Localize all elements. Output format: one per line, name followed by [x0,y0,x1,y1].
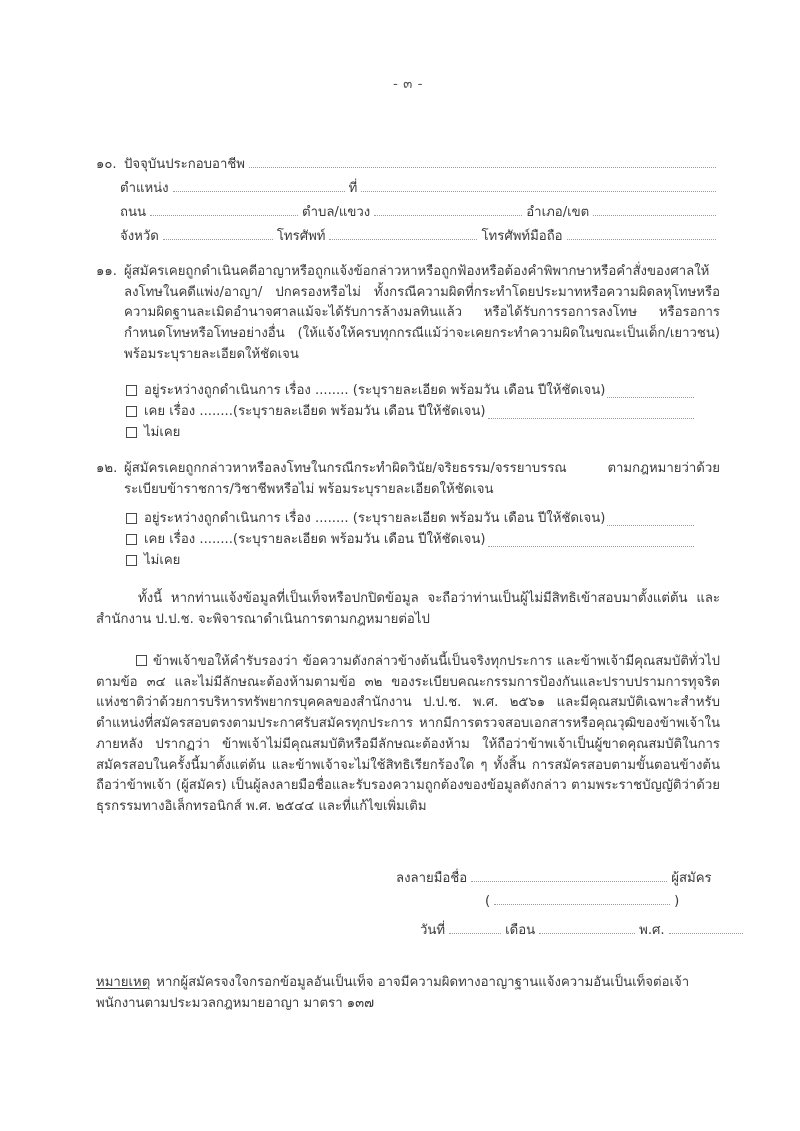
signer-role-label: ผู้สมัคร [671,871,712,886]
declaration-block [96,652,720,818]
road-label: ถนน [120,205,147,220]
subdistrict-label: ตำบล/แขวง [302,205,371,220]
checkbox-icon[interactable] [126,406,137,417]
item-11-option-pending-label: อยู่ระหว่างถูกดำเนินการ เรื่อง ........ (ระบุรายละเอียด พร้อมวัน เดือน ปีให้ชัดเจน) [144,383,606,398]
signature-label: ลงลายมือชื่อ [396,871,468,886]
item-12-option-never-label: ไม่เคย [144,553,181,568]
item-12-option-pending-input-line[interactable] [607,513,694,526]
road-input-line[interactable] [150,204,298,216]
district-input-line[interactable] [593,204,716,216]
item-10-number: ๑๐. [96,157,117,172]
item-12-body: ผู้สมัครเคยถูกกล่าวหาหรือลงโทษในกรณีกระทำผิดวินัย/จริยธรรม/จรรยาบรรณ ตามกฎหมายว่าด้วยระเบียบข้าราชการ/วิชาชีพหรือไม่ พร้อมระบุรายละเอียดให้ชัดเจน [124,461,720,497]
item-12-number: ๑๒. [96,461,118,476]
phone-label: โทรศัพท์ [276,229,326,244]
at-label: ที่ [348,181,358,196]
item-10-position-row [96,179,720,200]
declaration-text: ข้าพเจ้าขอให้คำรับรองว่า ข้อความดังกล่าวข้างต้นนี้เป็นจริงทุกประการ และข้าพเจ้ามีคุณสมบัติทั่วไปตามข้อ ๓๔ และไม่มีลักษณะต้องห้ามตามข้อ ๓๒ ของระเบียบคณะกรรมการป้องกันและปราบปรามการทุจริตแห่งชาติว่าด้วยการบริหารทรัพยากรบุคคลของสำนักงาน ป.ป.ช. พ.ศ. ๒๕๖๑ และมีคุณสมบัติเฉพาะสำหรับตำแหน่งที่สมัครสอบตรงตามประกาศรับสมัครทุกประการ หากมีการตรวจสอบเอกสารหรือคุณวุฒิของข้าพเจ้าในภายหลัง ปรากฏว่า ข้าพเจ้าไม่มีคุณสมบัติหรือมีลักษณะต้องห้าม ให้ถือว่าข้าพเจ้าเป็นผู้ขาดคุณสมบัติในการสมัครสอบในครั้งนี้มาตั้งแต่ต้น และข้าพเจ้าจะไม่ใช้สิทธิเรียกร้องใด ๆ ทั้งสิ้น การสมัครสอบตามขั้นตอนข้างต้น ถือว่าข้าพเจ้า (ผู้สมัคร) เป็นผู้ลงลายมือชื่อและรับรองความถูกต้องของข้อมูลดังกล่าว ตามพระราชบัญญัติว่าด้วยธุรกรรมทางอิเล็กทรอนิกส์ พ.ศ. ๒๕๔๔ และที่แก้ไขเพิ่มเติม [96,654,720,814]
district-label: อำเภอ/เขต [526,205,590,220]
footnote-label: หมายเหตุ [96,975,151,990]
item-11-option-never-label: ไม่เคย [144,425,181,440]
item-11-option-previously-label: เคย เรื่อง ........(ระบุรายละเอียด พร้อมวัน เดือน ปีให้ชัดเจน) [144,404,486,419]
checkbox-icon[interactable] [136,655,147,666]
position-input-line[interactable] [173,180,345,192]
province-input-line[interactable] [163,228,273,240]
phone-input-line[interactable] [329,228,477,240]
printed-name-input-line[interactable] [494,893,670,905]
signature-input-line[interactable] [471,870,667,882]
item-11-number: ๑๑. [96,264,117,279]
item-12-option-previously-label: เคย เรื่อง ........(ระบุรายละเอียด พร้อมวัน เดือน ปีให้ชัดเจน) [144,532,486,547]
footnote-block [96,973,720,1014]
checkbox-icon[interactable] [126,385,137,396]
printed-name-row [485,892,679,913]
item-12-option-previously-input-line[interactable] [488,534,694,547]
month-input-line[interactable] [539,922,635,934]
position-label: ตำแหน่ง [120,181,169,196]
checkbox-icon[interactable] [126,534,137,545]
occupation-input-line[interactable] [249,156,716,168]
item-12-option-never[interactable] [126,551,694,572]
page-number: - ๓ - [392,76,424,92]
year-input-line[interactable] [669,922,743,934]
item-11-option-never[interactable] [126,423,694,444]
date-row [420,921,747,942]
page-content-area [96,0,720,1131]
item-10-occupation-row [96,155,720,176]
checkbox-icon[interactable] [126,427,137,438]
item-11-body: ผู้สมัครเคยถูกดำเนินคดีอาญาหรือถูกแจ้งข้อกล่าวหาหรือถูกฟ้องหรือต้องคำพิพากษาหรือคำสั่งของศาลให้ลงโทษในคดีแพ่ง/อาญา/ ปกครองหรือไม่ ทั้งกรณีความผิดที่กระทำโดยประมาทหรือความผิดลหุโทษหรือความผิดฐานละเมิดอำนาจศาลแม้จะได้รับการล้างมลทินแล้ว หรือได้รับการรอการลงโทษ หรือรอการกำหนดโทษหรือโทษอย่างอื่น (ให้แจ้งให้ครบทุกกรณีแม้ว่าจะเคยกระทำความผิดในขณะเป็นเด็ก/เยาวชน) พร้อมระบุรายละเอียดให้ชัดเจน [124,264,720,362]
month-label: เดือน [505,923,536,938]
at-input-line[interactable] [361,180,716,192]
item-10-address-row [96,203,720,224]
checkbox-icon[interactable] [126,513,137,524]
checkbox-icon[interactable] [126,555,137,566]
item-10-contact-row [96,227,720,248]
paren-open: ( [485,894,491,909]
item-10-title: ปัจจุบันประกอบอาชีพ [124,157,245,172]
mobile-input-line[interactable] [567,228,716,240]
footnote-text: หากผู้สมัครจงใจกรอกข้อมูลอันเป็นเท็จ อาจมีความผิดทางอาญาฐานแจ้งความอันเป็นเท็จต่อเจ้าพนักงานตามประมวลกฎหมายอาญา มาตรา ๑๓๗ [96,975,690,1011]
day-input-line[interactable] [449,922,501,934]
paren-close: ) [674,894,680,909]
item-12-option-previously[interactable] [126,530,694,551]
subdistrict-input-line[interactable] [374,204,522,216]
mobile-label: โทรศัพท์มือถือ [481,229,563,244]
date-label: วันที่ [420,923,446,938]
year-label: พ.ศ. [639,923,665,938]
province-label: จังหวัด [120,229,159,244]
item-11-option-previously-input-line[interactable] [488,406,694,419]
item-12-option-pending[interactable] [126,509,694,530]
item-11-option-previously[interactable] [126,402,694,423]
item-11-option-pending-input-line[interactable] [607,385,694,398]
item-12-option-pending-label: อยู่ระหว่างถูกดำเนินการ เรื่อง ........ (ระบุรายละเอียด พร้อมวัน เดือน ปีให้ชัดเจน) [144,511,606,526]
warning-paragraph: ทั้งนี้ หากท่านแจ้งข้อมูลที่เป็นเท็จหรือปกปิดข้อมูล จะถือว่าท่านเป็นผู้ไม่มีสิทธิเข้าสอบมาตั้งแต่ต้น และสำนักงาน ป.ป.ช. จะพิจารณาดำเนินการตามกฎหมายต่อไป [96,591,720,627]
item-11-option-pending[interactable] [126,381,694,402]
signature-row [396,869,712,890]
